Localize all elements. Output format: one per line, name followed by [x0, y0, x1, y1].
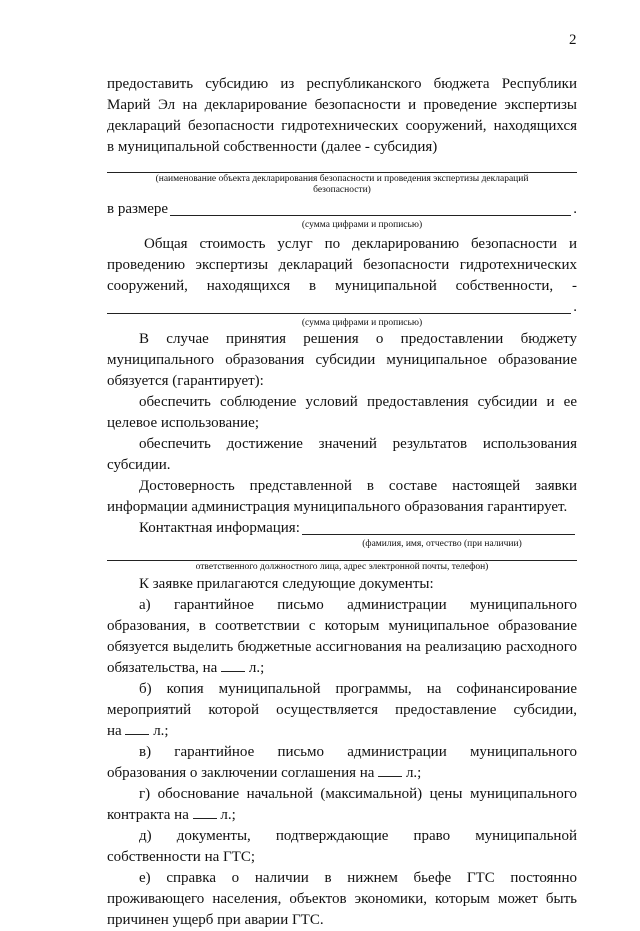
item-a-suffix: л.; [248, 660, 265, 676]
intro-line: предоставить субсидию из республиканского бюджета Республики [107, 76, 577, 92]
amount-row [107, 199, 577, 220]
item-f-line: проживающего населения, объектов экономики, которым может быть [107, 891, 577, 907]
intro-line: в муниципальной собственности (далее - субсидия) [107, 139, 438, 155]
item-a-line [107, 658, 577, 679]
contact-row [107, 518, 577, 539]
document-body [107, 74, 577, 931]
contact-blank [302, 533, 575, 535]
item-e-line: собственности на ГТС; [107, 849, 256, 865]
item-d-line [107, 805, 577, 826]
item-b-pages-blank [125, 722, 149, 735]
item-d-pages-blank [193, 806, 217, 819]
page-number: 2 [569, 32, 577, 48]
total-amount-blank [107, 312, 571, 314]
obligation-1-line: обеспечить соблюдение условий предоставления субсидии и ее [139, 394, 577, 410]
item-b-suffix: л.; [153, 723, 169, 739]
obligation-2-line: обеспечить достижение значений результатов использования [139, 436, 577, 452]
item-b-prefix: на [107, 723, 122, 739]
item-a-pages-blank [221, 659, 245, 672]
item-d-suffix: л.; [220, 807, 236, 823]
item-a-line: образования, в соответствии с которым муниципальное образование [107, 618, 577, 634]
amount-label: в размере [107, 201, 169, 217]
object-name-caption: (наименование объекта декларирования безопасности и проведения экспертизы деклараций безопасности) [155, 174, 529, 195]
total-amount-end: . [573, 299, 577, 315]
item-f-line: причинен ущерб при аварии ГТС. [107, 912, 324, 928]
reliability-line: информации администрация муниципального образования гарантирует. [107, 499, 568, 515]
item-c-suffix: л.; [405, 765, 422, 781]
obligation-2-line: субсидии. [107, 457, 171, 473]
item-d-prefix: контракта на [107, 807, 189, 823]
item-c-pages-blank [378, 764, 402, 777]
item-e-line: д) документы, подтверждающие право муниципальной [139, 828, 577, 844]
item-a-line: обязуется выделить бюджетные ассигнования на реализацию расходного [107, 639, 577, 655]
intro-line: деклараций безопасности гидротехнических сооружений, находящихся [107, 118, 577, 134]
contact-caption-1: (фамилия, имя, отчество (при наличии) [362, 539, 522, 549]
reliability-line: Достоверность представленной в составе настоящей заявки [139, 478, 577, 494]
contact-label: Контактная информация: [139, 520, 300, 536]
total-line: сооружений, находящихся в муниципальной собственности, - [107, 278, 577, 294]
item-d-line: г) обоснование начальной (максимальной) цены муниципального [139, 786, 577, 802]
amount-caption: (сумма цифрами и прописью) [301, 220, 423, 230]
case-line: обязуется (гарантирует): [107, 373, 264, 389]
item-c-line: в) гарантийное письмо администрации муниципального [139, 744, 577, 760]
item-a-prefix: обязательства, на [107, 660, 218, 676]
case-line: В случае принятия решения о предоставлении бюджету [139, 331, 577, 347]
item-f-line: е) справка о наличии в нижнем бьефе ГТС постоянно [139, 870, 577, 886]
attachments-title: К заявке прилагаются следующие документы: [139, 576, 434, 592]
total-line: Общая стоимость услуг по декларированию безопасности и [144, 236, 577, 252]
item-b-line [107, 721, 577, 742]
item-c-prefix: образования о заключении соглашения на [107, 765, 375, 781]
case-line: муниципального образования субсидии муниципальное образование [107, 352, 577, 368]
item-b-line: б) копия муниципальной программы, на софинансирование [139, 681, 577, 697]
contact-caption-2: ответственного должностного лица, адрес электронной почты, телефон) [195, 562, 489, 572]
item-c-line [107, 763, 577, 784]
intro-line: Марий Эл на декларирование безопасности и проведение экспертизы [107, 97, 577, 113]
total-amount-caption: (сумма цифрами и прописью) [301, 318, 423, 328]
amount-blank [170, 214, 571, 216]
total-amount-row [107, 297, 577, 318]
total-line: проведению экспертизы деклараций безопасности гидротехнических [107, 257, 577, 273]
item-a-line: а) гарантийное письмо администрации муниципального [139, 597, 577, 613]
item-b-line: мероприятий которой осуществляется предоставление субсидии, [107, 702, 577, 718]
amount-end: . [573, 201, 577, 217]
obligation-1-line: целевое использование; [107, 415, 259, 431]
